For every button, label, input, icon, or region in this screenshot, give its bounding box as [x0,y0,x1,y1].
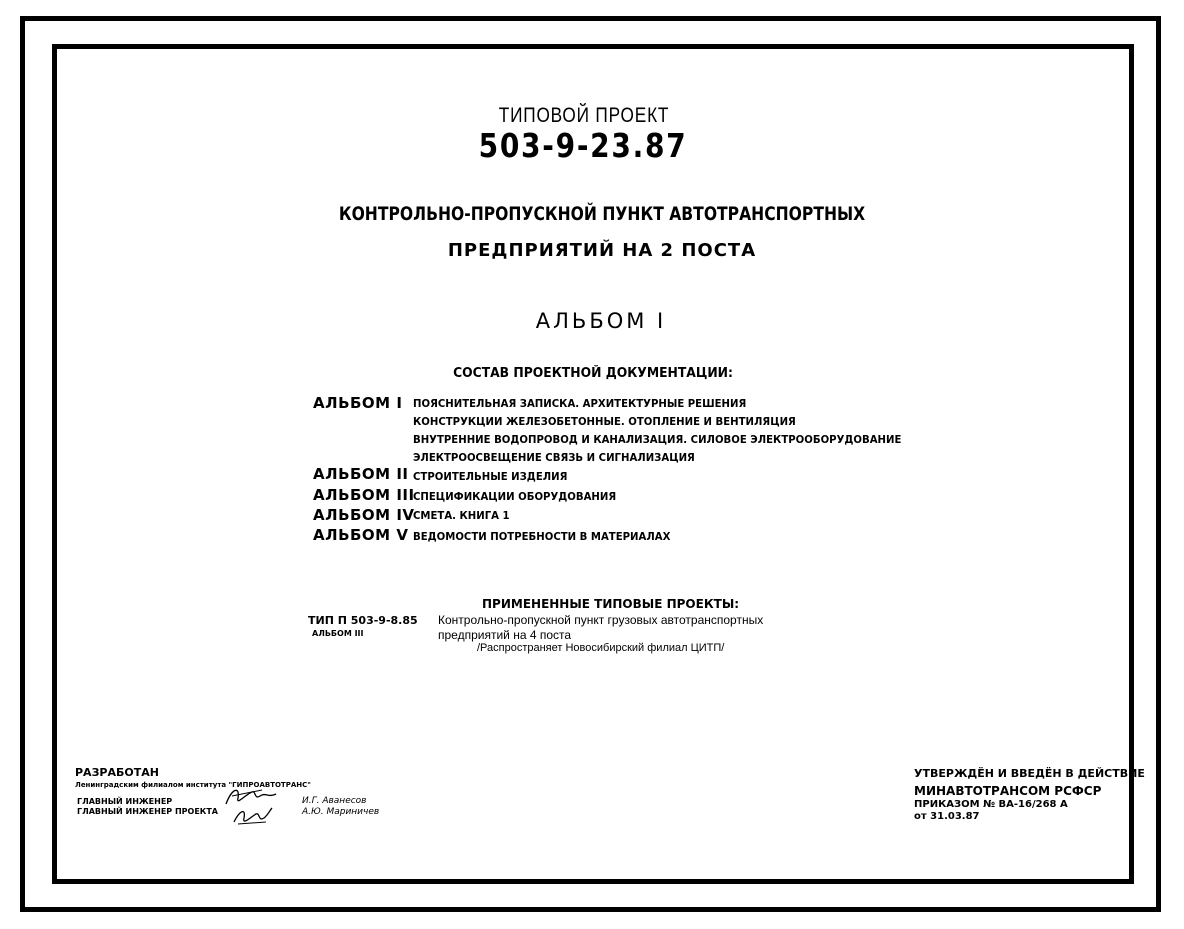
album-1-line-1: ПОЯСНИТЕЛЬНАЯ ЗАПИСКА. АРХИТЕКТУРНЫЕ РЕШЕНИЯ [413,397,747,410]
approval-line-2: МИНАВТОТРАНСОМ РСФСР [914,784,1102,798]
developer-role-1: ГЛАВНЫЙ ИНЖЕНЕР [77,797,173,806]
title-line-2: ПРЕДПРИЯТИЙ НА 2 ПОСТА [447,240,757,261]
developer-name-1: И.Г. Аванесов [302,796,367,806]
album-2-line-1: СТРОИТЕЛЬНЫЕ ИЗДЕЛИЯ [413,470,568,483]
album-1-line-2: КОНСТРУКЦИИ ЖЕЛЕЗОБЕТОННЫЕ. ОТОПЛЕНИЕ И ВЕНТИЛЯЦИЯ [413,415,796,428]
applied-code: ТИП П 503-9-8.85 [308,614,418,627]
project-number: 503-9-23.87 [478,126,688,165]
developer-role-2: ГЛАВНЫЙ ИНЖЕНЕР ПРОЕКТА [77,807,218,816]
approval-line-1: УТВЕРЖДЁН И ВВЕДЁН В ДЕЙСТВИЕ [914,767,1145,780]
album-1-line-3: ВНУТРЕННИЕ ВОДОПРОВОД И КАНАЛИЗАЦИЯ. СИЛОВОЕ ЭЛЕКТРООБОРУДОВАНИЕ [413,433,902,446]
inner-frame [52,44,1134,884]
album-heading: АЛЬБОМ I [535,309,667,333]
approval-line-4: от 31.03.87 [914,811,980,822]
developer-org: Ленинградским филиалом института "ГИПРОАВТОТРАНС" [75,781,311,789]
composition-heading: СОСТАВ ПРОЕКТНОЙ ДОКУМЕНТАЦИИ: [453,366,733,381]
album-5-line-1: ВЕДОМОСТИ ПОТРЕБНОСТИ В МАТЕРИАЛАХ [413,530,671,543]
album-1-line-4: ЭЛЕКТРООСВЕЩЕНИЕ СВЯЗЬ И СИГНАЛИЗАЦИЯ [413,451,695,464]
developer-name-2: А.Ю. Мариничев [302,807,380,817]
album-4-label: АЛЬБОМ IV [313,506,415,524]
album-3-line-1: СПЕЦИФИКАЦИИ ОБОРУДОВАНИЯ [413,490,617,503]
album-1-label: АЛЬБОМ I [313,394,403,412]
applied-line-2: предприятий на 4 поста [438,628,572,642]
album-4-line-1: СМЕТА. КНИГА 1 [413,509,510,522]
title-line-1: КОНТРОЛЬНО-ПРОПУСКНОЙ ПУНКТ АВТОТРАНСПОРТНЫХ [338,203,866,225]
album-3-label: АЛЬБОМ III [313,486,415,504]
album-5-label: АЛЬБОМ V [313,526,409,544]
album-2-label: АЛЬБОМ II [313,465,409,483]
type-label: ТИПОВОЙ ПРОЕКТ [498,104,670,127]
applied-line-1: Контрольно-пропускной пункт грузовых автотранспортных [438,613,764,627]
applied-album: АЛЬБОМ III [312,629,364,638]
applied-heading: ПРИМЕНЕННЫЕ ТИПОВЫЕ ПРОЕКТЫ: [482,597,740,611]
developer-title: РАЗРАБОТАН [75,766,159,779]
approval-line-3: ПРИКАЗОМ № ВА-16/268 А [914,799,1068,810]
applied-line-3: /Распространяет Новосибирский филиал ЦИТП/ [477,642,725,654]
signature-chief-project-engineer [232,804,276,828]
